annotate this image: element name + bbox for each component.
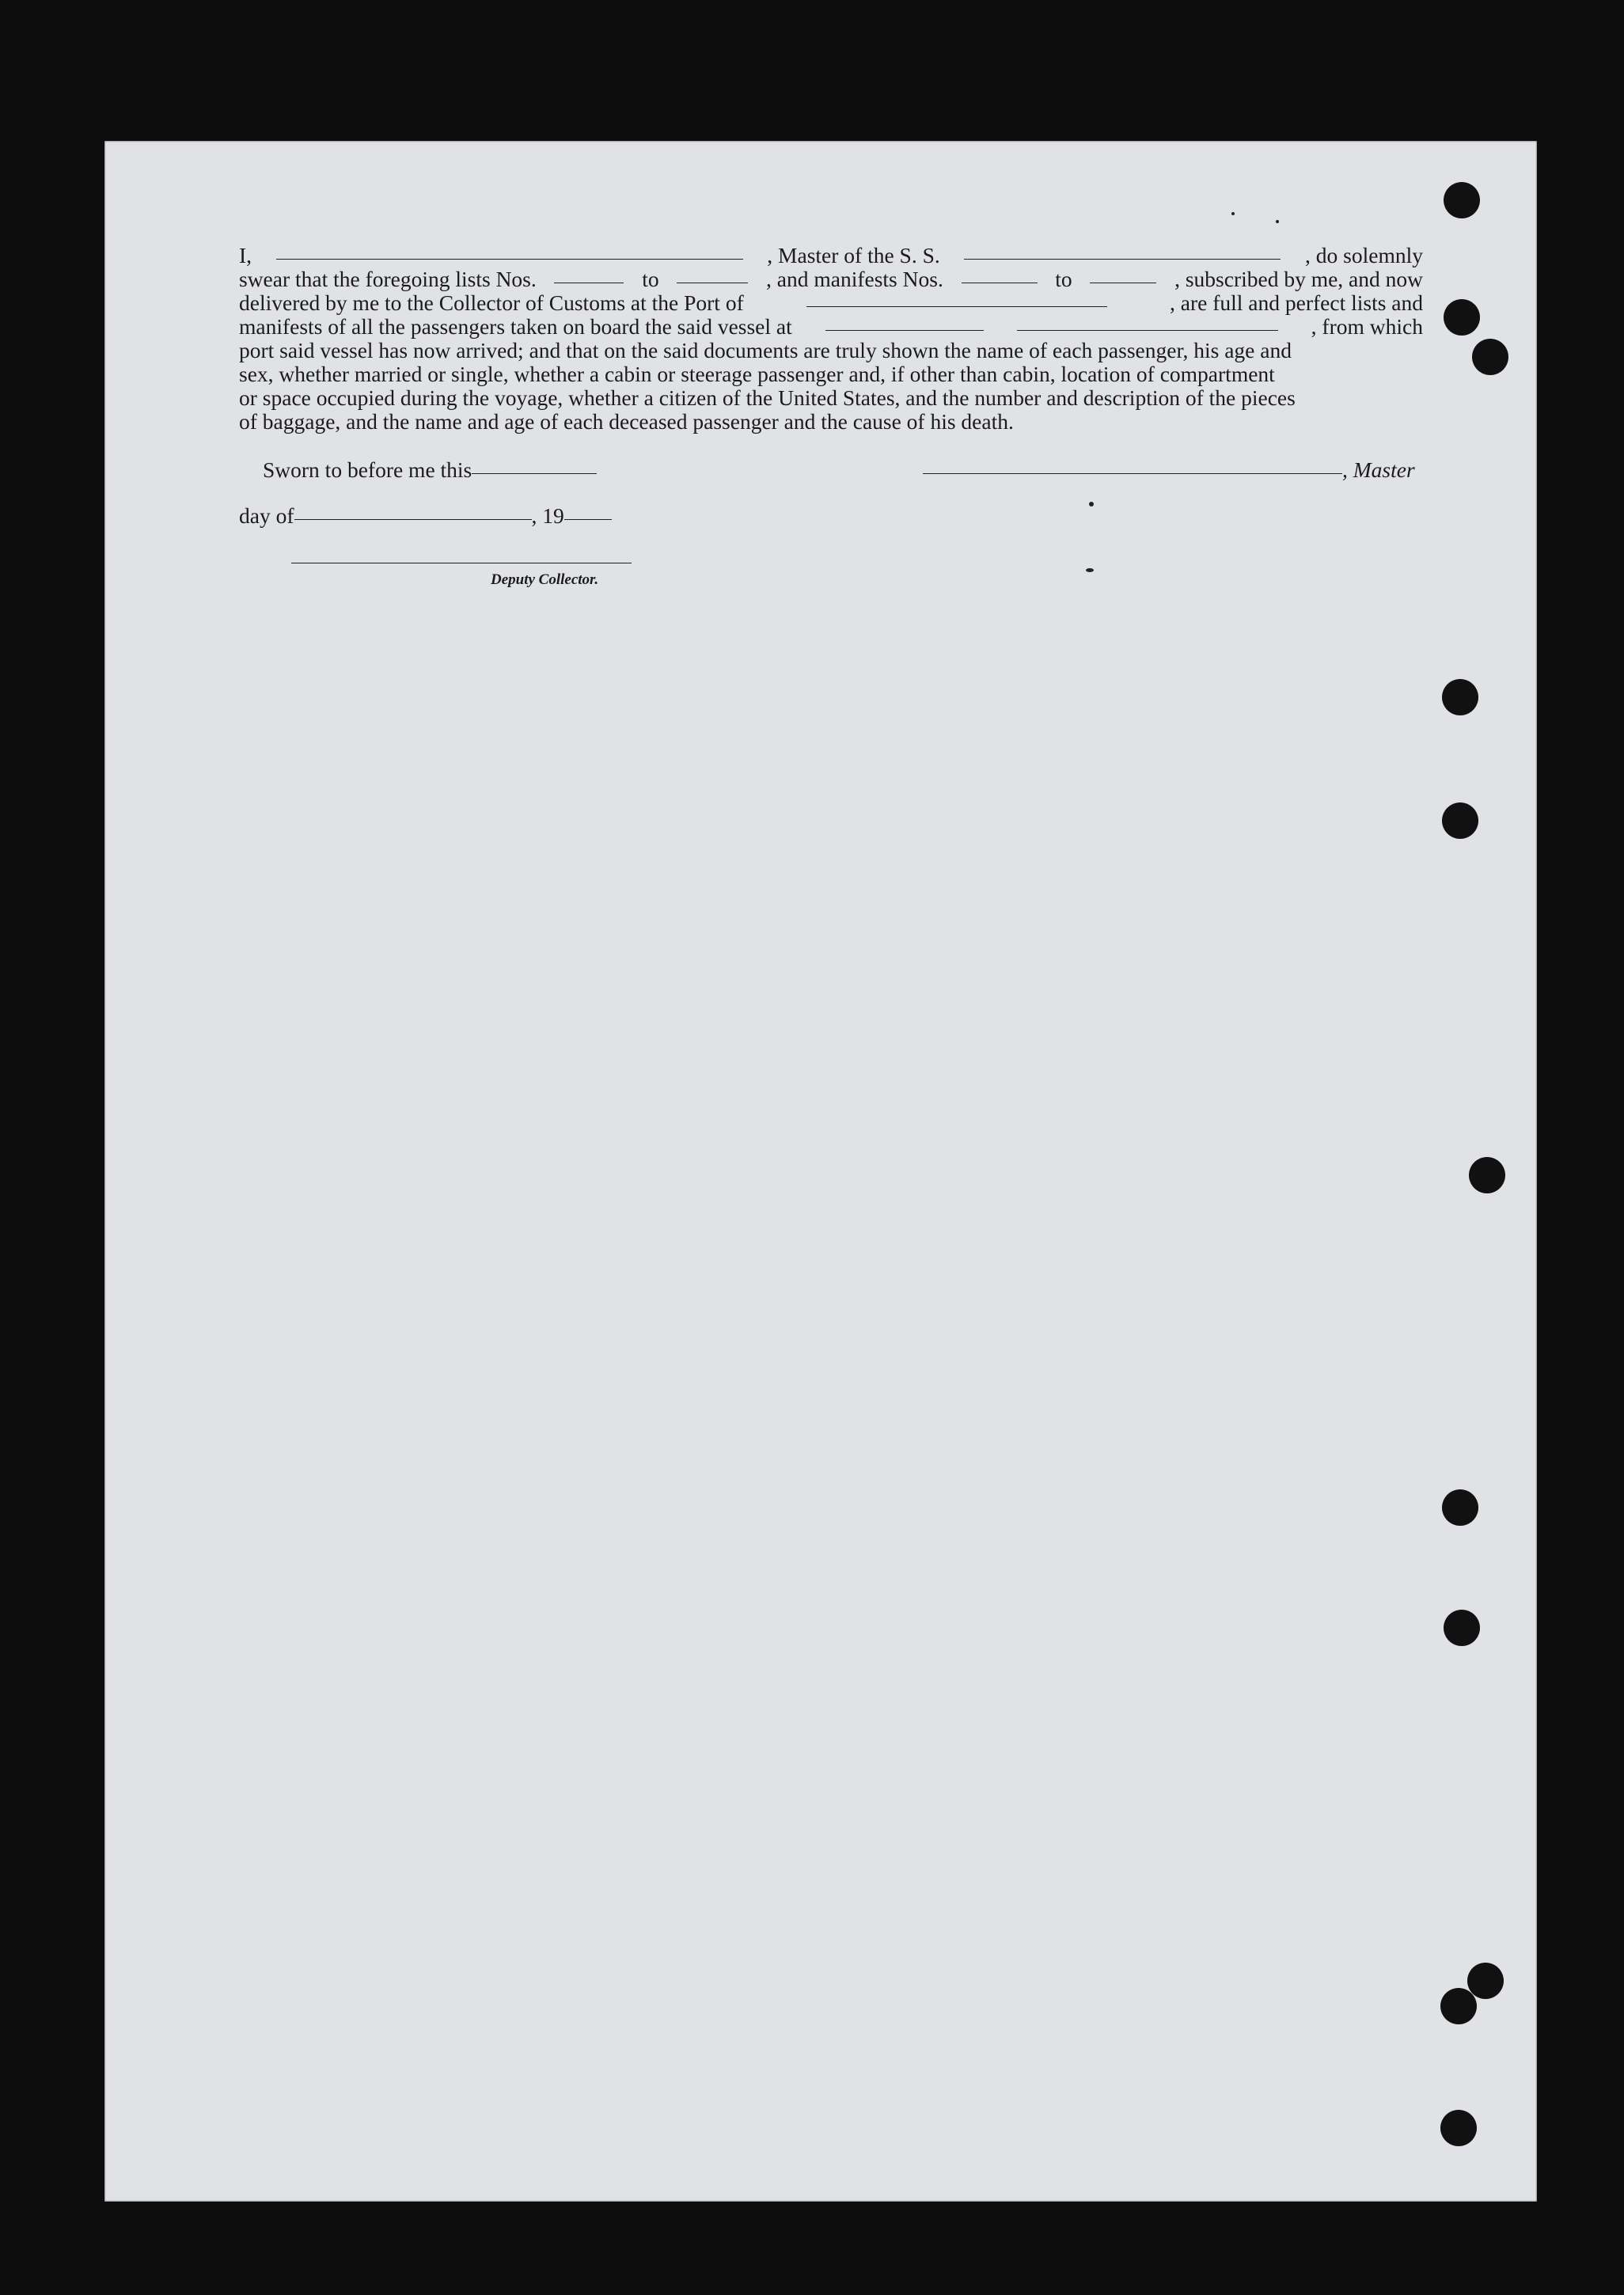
deputy-collector-label: Deputy Collector.: [491, 571, 599, 588]
sworn-label: Sworn to before me this: [263, 457, 472, 482]
month-blank: [294, 518, 532, 520]
oath-text: delivered by me to the Collector of Customs at the Port of: [239, 290, 744, 315]
oath-line-1: [239, 244, 1423, 267]
oath-text: , Master of the S. S.: [767, 243, 940, 267]
punch-hole: [1444, 299, 1480, 336]
port-blank: [806, 305, 1107, 307]
punch-hole: [1444, 182, 1480, 218]
oath-line-7: [239, 386, 1423, 410]
oath-text: to: [1055, 267, 1072, 291]
deputy-signature-blank: [291, 562, 632, 563]
document-sheet: [104, 141, 1537, 2202]
sworn-date-blank: [472, 472, 597, 474]
punch-hole: [1472, 339, 1508, 375]
oath-text: or space occupied during the voyage, whether a citizen of the United States, and the number and description of the pieces: [239, 385, 1296, 410]
vessel-name-blank: [964, 258, 1281, 260]
day-of-label: day of: [239, 503, 294, 528]
manifests-to-blank: [1090, 282, 1156, 283]
oath-text: , from which: [1311, 314, 1423, 339]
oath-text: sex, whether married or single, whether a cabin or steerage passenger and, if other than cabin, location of compartment: [239, 362, 1275, 386]
punch-hole: [1444, 1610, 1480, 1646]
punch-hole: [1442, 679, 1478, 715]
punch-hole: [1442, 802, 1478, 839]
speck: [1089, 502, 1094, 506]
master-name-blank: [276, 258, 743, 260]
oath-text: I,: [239, 243, 252, 267]
oath-line-8: [239, 410, 1423, 434]
oath-text: , and manifests Nos.: [766, 267, 943, 291]
punch-hole: [1440, 1988, 1477, 2024]
punch-hole: [1467, 1963, 1504, 1999]
year-label: , 19: [531, 503, 564, 528]
oath-text: , subscribed by me, and now: [1174, 267, 1423, 291]
departure-port-blank: [825, 329, 984, 331]
departure-date-blank: [1017, 329, 1278, 331]
speck: [1231, 212, 1235, 215]
lists-from-blank: [554, 282, 624, 283]
oath-line-3: [239, 291, 1423, 315]
manifests-from-blank: [962, 282, 1038, 283]
punch-hole: [1440, 2110, 1477, 2146]
punch-hole: [1442, 1489, 1478, 1526]
oath-line-4: [239, 315, 1423, 339]
sworn-row: [263, 457, 597, 483]
oath-text: port said vessel has now arrived; and that on the said documents are truly shown the name of each passenger, his age and: [239, 338, 1292, 362]
lists-to-blank: [677, 282, 748, 283]
master-label: , Master: [1342, 457, 1415, 482]
speck: [1276, 220, 1279, 223]
oath-text: swear that the foregoing lists Nos.: [239, 267, 537, 291]
oath-line-5: [239, 339, 1423, 362]
oath-line-2: [239, 267, 1423, 291]
speck: [1086, 568, 1094, 572]
punch-hole: [1469, 1157, 1505, 1193]
oath-text: of baggage, and the name and age of each deceased passenger and the cause of his death.: [239, 409, 1014, 434]
oath-text: manifests of all the passengers taken on board the said vessel at: [239, 314, 792, 339]
day-of-row: [239, 503, 612, 529]
oath-paragraph: [239, 244, 1423, 434]
oath-text: , do solemnly: [1305, 243, 1423, 267]
oath-line-6: [239, 362, 1423, 386]
master-signature-row: [923, 457, 1415, 483]
year-blank: [564, 518, 612, 520]
oath-text: to: [642, 267, 659, 291]
oath-text: , are full and perfect lists and: [1170, 290, 1423, 315]
master-signature-blank: [923, 472, 1342, 474]
